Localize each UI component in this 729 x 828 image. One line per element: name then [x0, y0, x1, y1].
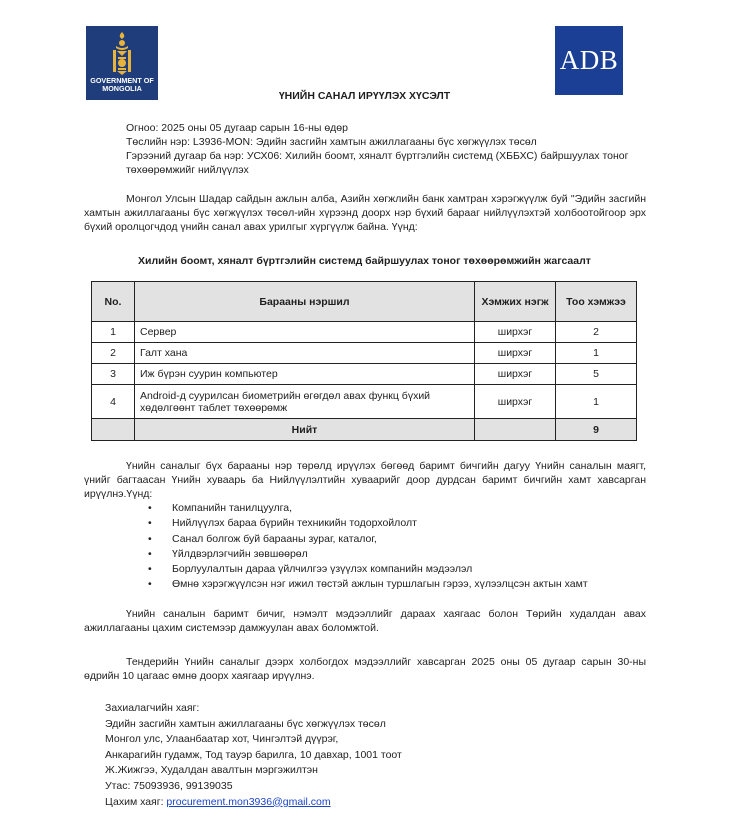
- row-name: Иж бүрэн суурин компьютер: [135, 364, 475, 385]
- list-item: • Компанийн танилцуулга,: [148, 501, 588, 516]
- row-unit: ширхэг: [475, 385, 556, 419]
- header-name: Барааны нэршил: [135, 282, 475, 322]
- row-name: Сервер: [135, 322, 475, 343]
- list-item: • Борлуулалтын дараа үйлчилгээ үзүүлэх компанийн мэдээлэл: [148, 562, 588, 577]
- address-line: Монгол улс, Улаанбаатар хот, Чингэлтэй дүүрэг,: [105, 733, 339, 746]
- address-line: Эдийн засгийн хамтын ажиллагааны бүс хөгжүүлэх төсөл: [105, 717, 386, 730]
- row-unit: ширхэг: [475, 322, 556, 343]
- row-qty: 1: [556, 343, 637, 364]
- row-no: 3: [92, 364, 135, 385]
- header-no: No.: [92, 282, 135, 322]
- list-item: • Үйлдвэрлэгчийн зөвшөөрөл: [148, 547, 588, 562]
- address-heading: Захиалагчийн хаяг:: [105, 702, 200, 714]
- total-empty-cell: [475, 419, 556, 441]
- adb-logo-text: ADB: [559, 45, 619, 75]
- row-name: Галт хана: [135, 343, 475, 364]
- row-qty: 1: [556, 385, 637, 419]
- docs-availability-paragraph: Үнийн саналын баримт бичиг, нэмэлт мэдээллийг дараах хаягаас болон Төрийн худалдан авах ажиллагааны цахим системээр дамжуулан авах боломжтой.: [84, 608, 646, 634]
- row-qty: 5: [556, 364, 637, 385]
- list-item: • Нийлүүлэх бараа бүрийн техникийн тодорхойлолт: [148, 516, 588, 531]
- deadline-paragraph: Тендерийн Үнийн саналыг дээрх холбогдох мэдээллийг хавсарган 2025 оны 05 дугаар сарын 30-ны өдрийн 10 цагаас өмнө доорх хаягаар ирүүлнэ.: [84, 656, 646, 682]
- contract-line: Гэрээний дугаар ба нэр: УСХ06: Хилийн боомт, хяналт бүртгэлийн системд (ХББХС) байршуулах тоног төхөөрөмжийг нийлүүлэх: [126, 150, 629, 176]
- email-line: [105, 795, 402, 811]
- required-documents-list: [148, 501, 588, 593]
- items-table: [91, 281, 637, 441]
- phone-line: Утас: 75093936, 99139035: [105, 779, 233, 792]
- project-name-line: Төслийн нэр: L3936-MON: Эдийн засгийн хамтын ажиллагааны бүс хөгжүүлэх төсөл: [126, 136, 537, 148]
- address-line: Анкарагийн гудамж, Тод тауэр барилга, 10 давхар, 1001 тоот: [105, 748, 402, 761]
- table-row: [92, 343, 637, 364]
- row-no: 1: [92, 322, 135, 343]
- soyombo-emblem-icon: [109, 31, 135, 75]
- list-item: • Санал болгож буй барааны зураг, каталог,: [148, 532, 588, 547]
- email-link[interactable]: procurement.mon3936@gmail.com: [166, 795, 331, 808]
- row-name: Android-д суурилсан биометрийн өгөгдөл авах функц бүхий хөдөлгөөнт таблет төхөөрөмж: [135, 385, 475, 419]
- total-empty-cell: [92, 419, 135, 441]
- table-row: [92, 322, 637, 343]
- row-unit: ширхэг: [475, 364, 556, 385]
- table-row: [92, 364, 637, 385]
- row-no: 2: [92, 343, 135, 364]
- table-total-row: [92, 419, 637, 441]
- address-block: [105, 701, 402, 810]
- row-unit: ширхэг: [475, 343, 556, 364]
- adb-logo: [555, 26, 623, 95]
- row-qty: 2: [556, 322, 637, 343]
- government-logo-text: GOVERNMENT OF MONGOLIA: [90, 76, 154, 93]
- total-qty: 9: [556, 419, 637, 441]
- email-label: Цахим хаяг:: [105, 795, 164, 808]
- table-title: Хилийн боомт, хяналт бүртгэлийн системд байршуулах тоног төхөөрөмжийн жагсаалт: [138, 255, 591, 267]
- table-header-row: [92, 282, 637, 322]
- docs-intro-paragraph: Үнийн саналыг бүх барааны нэр төрөлд ирүүлэх бөгөөд баримт бичгийн дагуу Үнийн саналын маягт, үнийг багтаасан Үнийн хуваарь ба Нийлүүлэлтийн хуваарийг доор дурдсан баримт бичгийн хамт хавсарган ирүүлнэ.Үүнд:: [84, 460, 646, 500]
- table-row: [92, 385, 637, 419]
- row-no: 4: [92, 385, 135, 419]
- total-label: Нийт: [135, 419, 475, 441]
- header-qty: Тоо хэмжээ: [556, 282, 637, 322]
- document-title: ҮНИЙН САНАЛ ИРҮҮЛЭХ ХҮСЭЛТ: [278, 90, 451, 102]
- date-line: Огноо: 2025 оны 05 дугаар сарын 16-ны өдөр: [126, 122, 348, 134]
- government-of-mongolia-logo: [86, 26, 158, 100]
- list-item: • Өмнө хэрэгжүүлсэн нэг ижил төстэй ажлын туршлагын гэрээ, хүлээлцсэн актын хамт: [148, 577, 588, 592]
- contact-person: Ж.Жижгээ, Худалдан авалтын мэргэжилтэн: [105, 764, 318, 777]
- header-unit: Хэмжих нэгж: [475, 282, 556, 322]
- intro-paragraph: Монгол Улсын Шадар сайдын ажлын алба, Азийн хөгжлийн банк хамтран хэрэгжүүлж буй "Эдийн засгийн хамтын ажиллагааны бүс хөгжүүлэх төсөл-ийн хүрээнд доорх нэр бүхий барааг нийлүүлэхтэй холбоотойгоор эрх бүхий оролцогчдод үнийн санал авах урилгыг хүргүүлж байна. Үүнд:: [84, 193, 646, 233]
